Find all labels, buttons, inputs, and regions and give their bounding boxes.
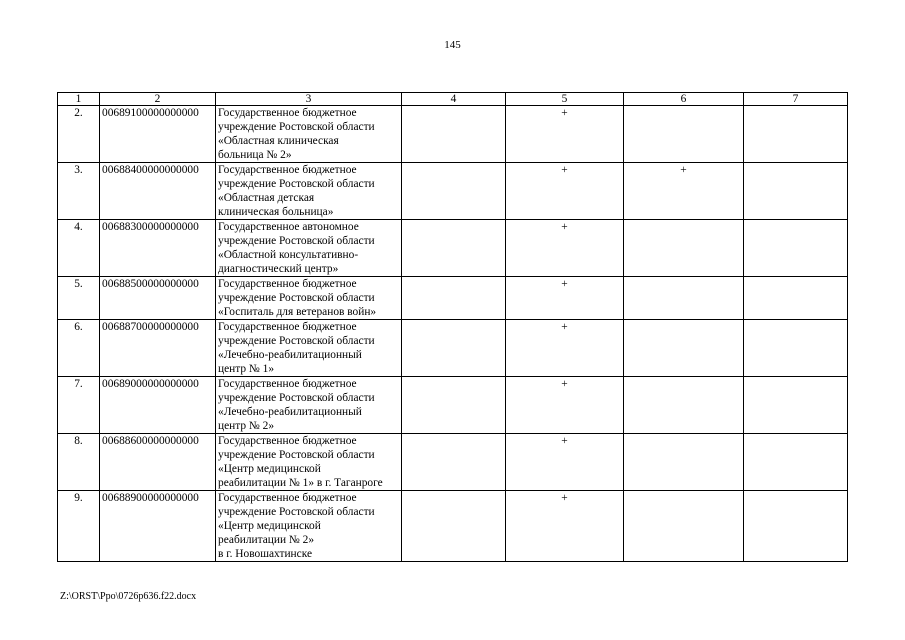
table-row [58,320,848,377]
row-number: 4. [58,220,100,277]
column-header: 6 [624,93,744,106]
table-row [58,106,848,163]
organization-name-line: центр № 2» [218,420,275,432]
row-col7 [744,320,848,377]
organization-name-line: в г. Новошахтинске [218,548,312,560]
column-header: 3 [216,93,402,106]
row-col4 [402,320,506,377]
table-row [58,434,848,491]
row-col7 [744,377,848,434]
row-number: 9. [58,491,100,562]
organization-name-line: «Лечебно-реабилитационный [218,349,362,361]
header-row [58,93,848,106]
row-col6 [624,106,744,163]
organization-name-line: учреждение Ростовской области [218,292,375,304]
organization-name-line: «Лечебно-реабилитационный [218,406,362,418]
row-col7 [744,106,848,163]
row-organization-name [216,106,402,163]
column-header: 2 [100,93,216,106]
row-col5: + [506,277,624,320]
row-organization-name [216,377,402,434]
table-row [58,163,848,220]
row-col5: + [506,434,624,491]
column-header: 5 [506,93,624,106]
data-table [57,92,848,562]
organization-name-line: учреждение Ростовской области [218,392,375,404]
organization-name-line: «Центр медицинской [218,520,321,532]
column-header: 7 [744,93,848,106]
column-header: 4 [402,93,506,106]
organization-name-line: «Областная детская [218,192,315,204]
organization-name-line: учреждение Ростовской области [218,449,375,461]
file-path-footer: Z:\ORST\Ppo\0726p636.f22.docx [60,591,197,602]
row-col5: + [506,491,624,562]
row-code: 00689000000000000 [100,377,216,434]
row-col5: + [506,377,624,434]
row-col4 [402,163,506,220]
row-col5: + [506,163,624,220]
organization-name-line: Государственное бюджетное [218,321,357,333]
table-row [58,491,848,562]
row-code: 00688600000000000 [100,434,216,491]
organization-name-line: Государственное бюджетное [218,278,357,290]
organization-name-line: «Центр медицинской [218,463,321,475]
row-code: 00688400000000000 [100,163,216,220]
row-col4 [402,377,506,434]
organization-name-line: центр № 1» [218,363,275,375]
row-col6: + [624,163,744,220]
row-col6 [624,220,744,277]
row-organization-name [216,320,402,377]
row-number: 2. [58,106,100,163]
table-row [58,377,848,434]
row-code: 00688300000000000 [100,220,216,277]
organization-name-line: Государственное бюджетное [218,378,357,390]
page-number: 145 [444,39,461,51]
organization-name-line: учреждение Ростовской области [218,178,375,190]
row-col7 [744,163,848,220]
organization-name-line: учреждение Ростовской области [218,121,375,133]
row-col6 [624,277,744,320]
row-col5: + [506,320,624,377]
row-code: 00688500000000000 [100,277,216,320]
organization-name-line: Государственное бюджетное [218,492,357,504]
column-header: 1 [58,93,100,106]
row-col7 [744,220,848,277]
row-col4 [402,491,506,562]
row-col5: + [506,106,624,163]
organization-name-line: больница № 2» [218,149,292,161]
row-col7 [744,491,848,562]
table-body [58,106,848,562]
row-number: 6. [58,320,100,377]
row-organization-name [216,434,402,491]
row-col7 [744,277,848,320]
row-organization-name [216,220,402,277]
row-number: 5. [58,277,100,320]
organization-name-line: диагностический центр» [218,263,339,275]
row-organization-name [216,163,402,220]
row-col6 [624,377,744,434]
organization-name-line: Государственное бюджетное [218,164,357,176]
organization-name-line: «Госпиталь для ветеранов войн» [218,306,377,318]
organization-name-line: клиническая больница» [218,206,334,218]
organization-name-line: учреждение Ростовской области [218,235,375,247]
row-number: 8. [58,434,100,491]
row-col4 [402,220,506,277]
row-organization-name [216,491,402,562]
row-col7 [744,434,848,491]
organization-name-line: реабилитации № 2» [218,534,315,546]
row-col6 [624,320,744,377]
organization-name-line: учреждение Ростовской области [218,506,375,518]
organization-name-line: реабилитации № 1» в г. Таганроге [218,477,383,489]
row-number: 3. [58,163,100,220]
row-organization-name [216,277,402,320]
organization-name-line: «Областной консультативно- [218,249,359,261]
table-row [58,277,848,320]
organization-name-line: учреждение Ростовской области [218,335,375,347]
row-col4 [402,277,506,320]
organization-name-line: Государственное автономное [218,221,359,233]
organization-name-line: «Областная клиническая [218,135,339,147]
row-col6 [624,434,744,491]
row-number: 7. [58,377,100,434]
organization-name-line: Государственное бюджетное [218,435,357,447]
row-code: 00689100000000000 [100,106,216,163]
table-row [58,220,848,277]
row-col4 [402,106,506,163]
row-col5: + [506,220,624,277]
row-col4 [402,434,506,491]
organization-name-line: Государственное бюджетное [218,107,357,119]
row-code: 00688700000000000 [100,320,216,377]
row-col6 [624,491,744,562]
row-code: 00688900000000000 [100,491,216,562]
